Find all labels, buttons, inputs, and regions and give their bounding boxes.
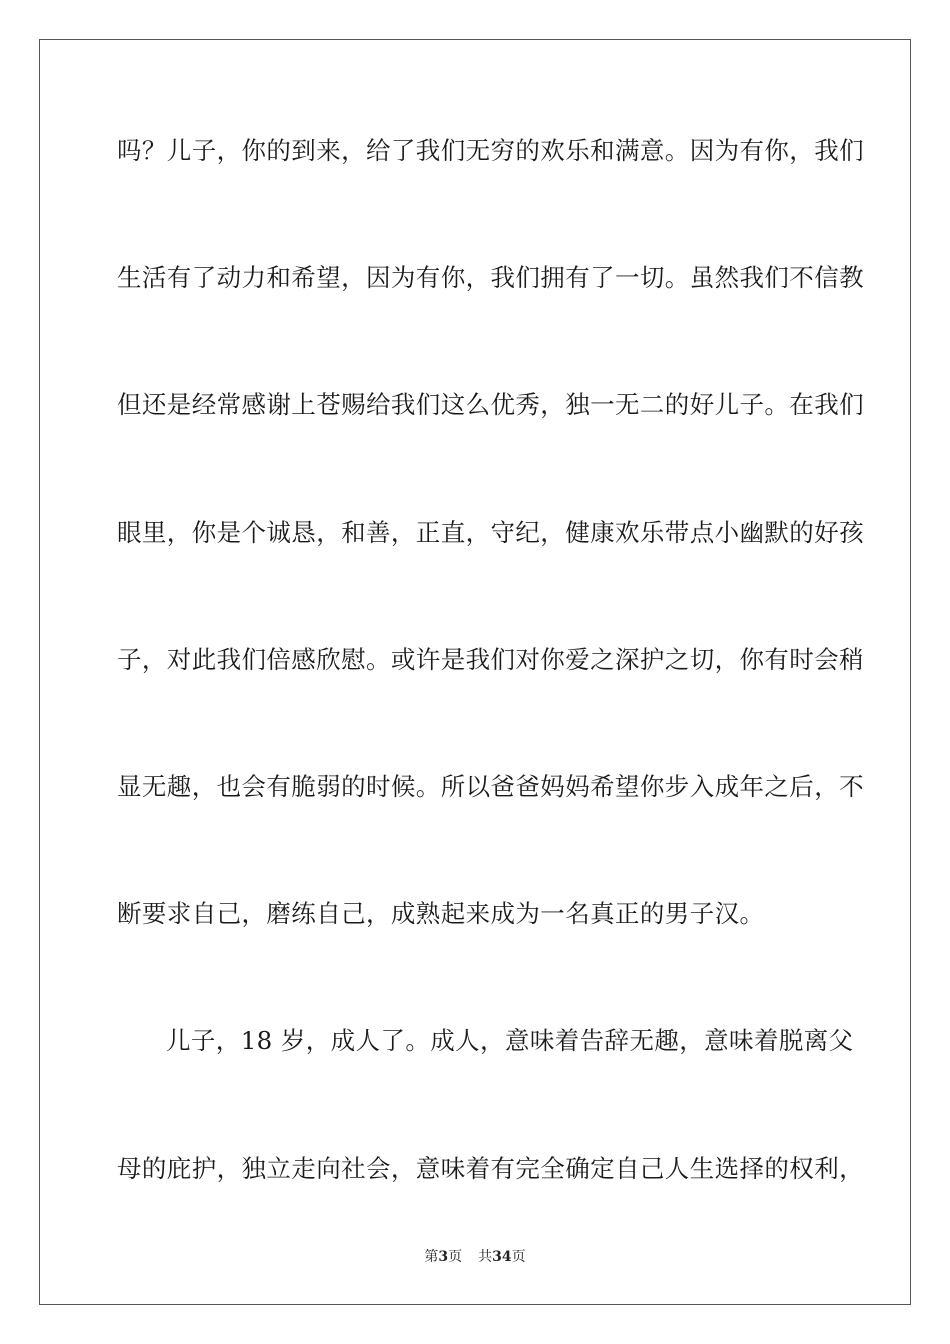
page-footer — [0, 1246, 950, 1266]
total-suffix: 页 — [511, 1249, 526, 1265]
page-suffix: 页 — [448, 1249, 463, 1265]
text-line: 眼里，你是个诚恳，和善，正直，守纪，健康欢乐带点小幽默的好孩 — [117, 517, 864, 547]
total-prefix: 共 — [478, 1249, 493, 1265]
text-line: 吗？儿子，你的到来，给了我们无穷的欢乐和满意。因为有你，我们 — [117, 136, 864, 165]
text-line: 显无趣，也会有脆弱的时候。所以爸爸妈妈希望你步入成年之后，不 — [117, 771, 864, 801]
page-number: 3 — [438, 1249, 449, 1265]
text-line: 断要求自己，磨练自己，成熟起来成为一名真正的男子汉。 — [117, 899, 765, 929]
document-body — [117, 118, 864, 1263]
page-prefix: 第 — [424, 1249, 439, 1265]
text-line: 母的庇护，独立走向社会，意味着有完全确定自己人生选择的权利， — [117, 1153, 864, 1183]
text-line: 生活有了动力和希望，因为有你，我们拥有了一切。虽然我们不信教 — [117, 263, 864, 293]
total-pages: 34 — [492, 1249, 512, 1265]
paragraph-first-line: 儿子，18 岁，成人了。成人，意味着告辞无趣，意味着脱离父 — [166, 1026, 854, 1056]
text-line: 子，对此我们倍感欣慰。或许是我们对你爱之深护之切，你有时会稍 — [117, 644, 864, 674]
text-line: 但还是经常感谢上苍赐给我们这么优秀，独一无二的好儿子。在我们 — [117, 390, 864, 420]
